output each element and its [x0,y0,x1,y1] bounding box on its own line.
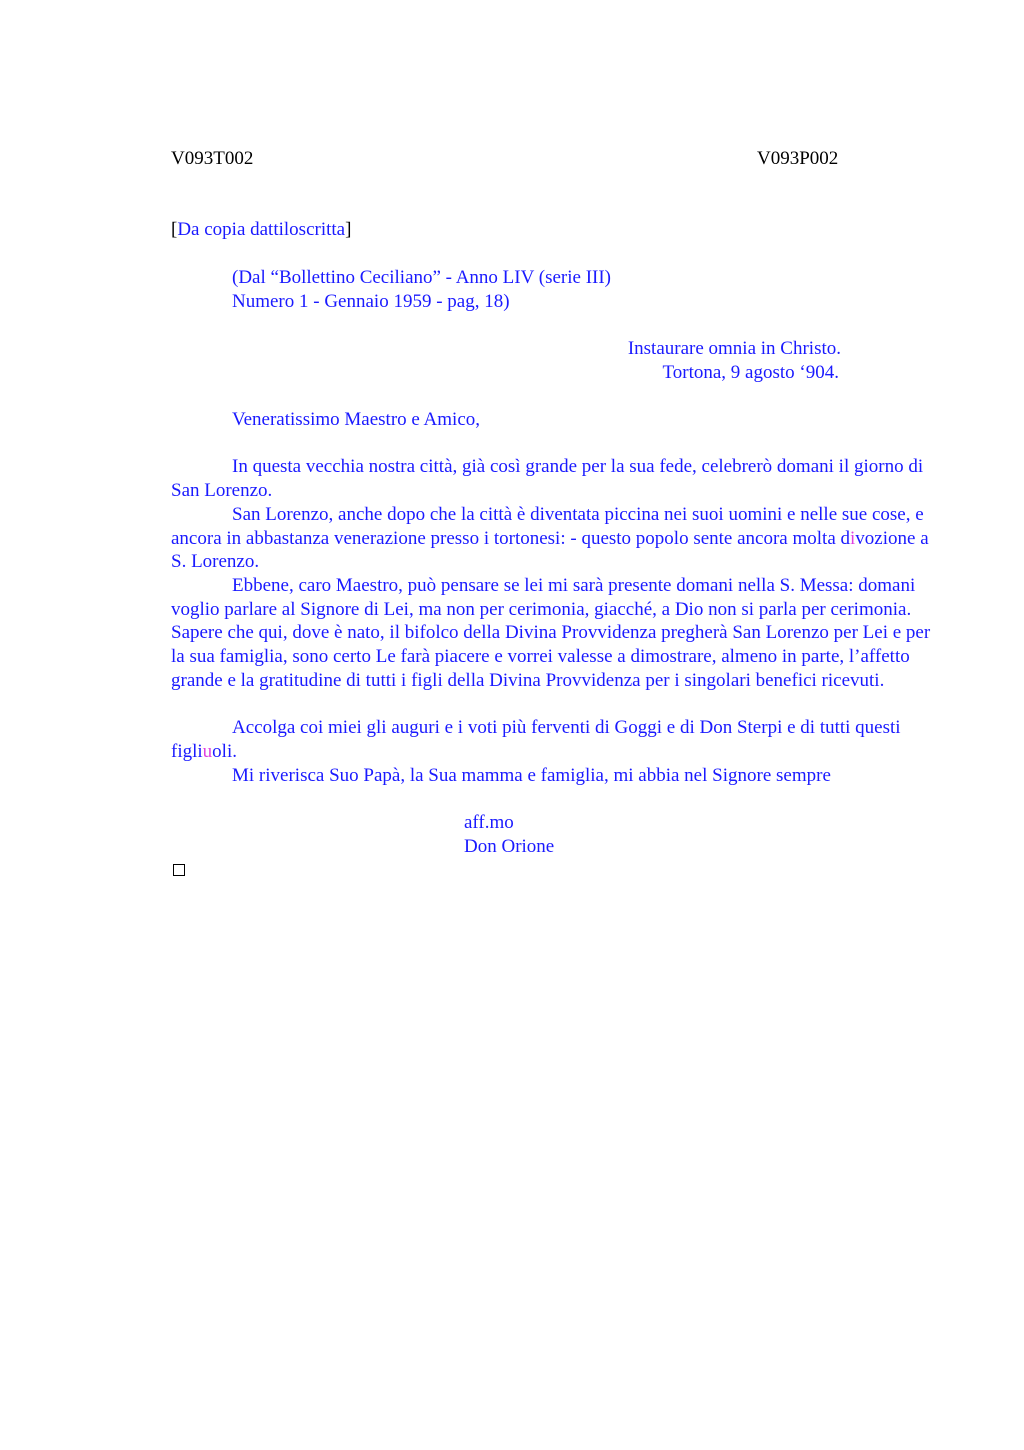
empty-checkbox-glyph [173,864,185,876]
paragraph-2 [171,503,931,574]
citation-line-2: Numero 1 - Gennaio 1959 - pag, 18) [232,291,510,312]
paragraph-1: In questa vecchia nostra città, già così grande per la sua fede, celebrerò domani il giorno di San Lorenzo. [171,456,924,501]
paragraph-4-text-a: Accolga coi miei gli auguri e i voti più ferventi di Goggi e di Don Sterpi e di tutti questi figli [171,717,901,762]
paragraph-4-text-b: oli. [212,740,237,762]
closing-line-1: aff.mo [464,812,514,833]
paragraph-2-text-b: vozione a S. Lorenzo. [171,527,929,573]
citation-line-1: (Dal “Bollettino Ceciliano” - Anno LIV (serie III) [232,267,611,288]
paragraph-2-marked-letter: i [850,527,856,549]
motto-line-1: Instaurare omnia in Christo. [627,338,841,359]
source-note [171,218,351,242]
signature: Don Orione [464,836,555,857]
source-note-close-bracket: ] [345,219,352,240]
paragraph-2-text-a: San Lorenzo, anche dopo che la città è diventata piccina nei suoi uomini e nelle sue cose, e ancora in abbastanza venerazione presso i tortonesi: - questo popolo sente ancora molta d [171,504,924,549]
header-right-code: V093P002 [757,148,839,169]
salutation: Veneratissimo Maestro e Amico, [232,409,481,430]
place-date-line: Tortona, 9 agosto ‘904. [662,362,839,383]
paragraph-3: Ebbene, caro Maestro, può pensare se lei mi sarà presente domani nella S. Messa: domani voglio parlare al Signore di Lei, ma non per cerimonia, giacché, a Dio non si parla per cerimonia. Sapere che qui, dove è nato, il bifolco della Divina Provvidenza pregherà San Lorenzo per Lei e per la sua famiglia, sono certo Le farà piacere e vorrei valesse a dimostrare, almeno in parte, l’affetto grande e la gratitudine di tutti i figli della Divina Provvidenza per i singolari benefici ricevuti. [171,575,931,691]
source-note-open-bracket: [ [171,219,178,240]
paragraph-5: Mi riverisca Suo Papà, la Sua mamma e famiglia, mi abbia nel Signore sempre [232,765,831,786]
source-note-text: Da copia dattiloscritta [177,219,346,240]
paragraph-4 [171,716,931,763]
paragraph-4-marked-letter: u [202,740,213,762]
header-left-code: V093T002 [171,148,254,169]
